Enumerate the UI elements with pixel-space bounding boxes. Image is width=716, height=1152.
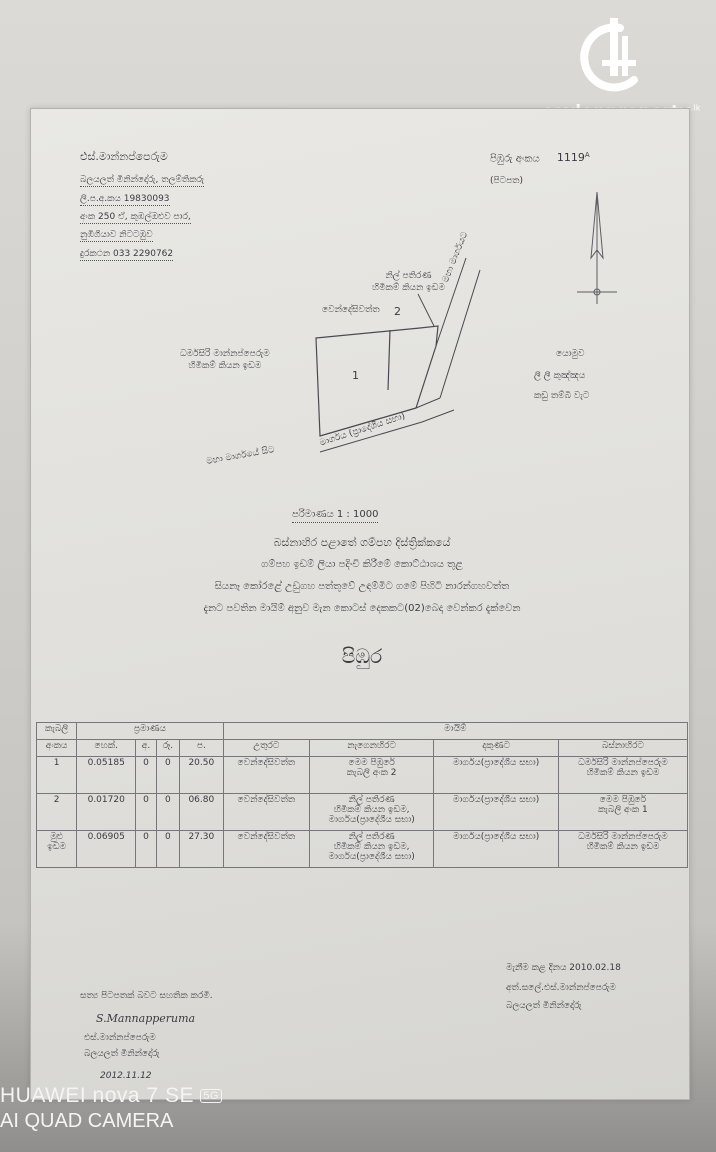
surveyor-title: බලයලත් මිනින්දෝරු, තලම්තිකරු [80, 175, 205, 185]
map-label-road-south: මහා මාර්ගයේ සිට [205, 445, 276, 467]
cell-east: නිල් පතිරණ හිමිකම් කියන ඉඩම, මාර්ගය(ප්‍රාදේශීය සභා) [309, 831, 433, 868]
table-row [37, 794, 688, 831]
plan-copy-label: (පිටපත) [490, 176, 523, 186]
cell-south: මාර්ගය(ප්‍රාදේශීය සභා) [434, 794, 558, 831]
cell-rood: 0 [156, 757, 179, 794]
description-line-2: ගම්පහ ඉඩම් ලියා පදිංචි කිරීමේ කොට්ඨාශය තුළ [261, 559, 463, 570]
surveyor-address-1: අංක 250 ඒ, කුඹල්ඔළුව පාර, [80, 212, 191, 222]
cell-perch: 20.50 [179, 757, 223, 794]
description-line-1: බස්නාහිර පළාතේ ගම්පහ දිස්ත්‍රික්කයේ [273, 536, 451, 549]
lot-division-line [388, 330, 390, 390]
table-header-group-row [37, 723, 688, 740]
th-north: උතුරට [223, 740, 309, 757]
th-acre: අ. [136, 740, 157, 757]
cell-west: ධර්මසිරි මාන්නප්පෙරුම හිමිකම් කියන ඉඩම [558, 831, 687, 868]
cell-west: මෙම පිඹුරේ කැබලි අංක 1 [558, 794, 687, 831]
cell-south: මාර්ගය(ප්‍රාදේශීය සභා) [434, 831, 558, 868]
legend-line-3: කඩු තම්බි වැට [534, 391, 590, 401]
cell-hectare: 0.05185 [77, 757, 136, 794]
lot-1-number: 1 [352, 369, 359, 382]
cell-north: වෙන්දේසිවත්ත [223, 831, 309, 868]
plan-number-value: 1119 [556, 151, 585, 165]
cell-rood: 0 [156, 831, 179, 868]
cell-hectare: 0.06905 [77, 831, 136, 868]
sign-date: 2012.11.12 [100, 1071, 152, 1081]
map-label-road-local: මාර්ගය (ප්‍රාදේශීය සභා) [318, 411, 407, 449]
cell-east: මෙම පිඹුරේ කැබලි අංක 2 [309, 757, 433, 794]
surveyor-address-2: නුඹිගියාව නිටටඹුව [80, 230, 153, 240]
cell-acre: 0 [136, 831, 157, 868]
th-boundaries-group: මායිම් [223, 723, 687, 740]
plan-number-superscript: A [584, 151, 590, 159]
legend-title: යොමුව [556, 349, 585, 359]
camera-caption: AI QUAD CAMERA [0, 1110, 174, 1132]
surveyor-reg-no: ලි.ප.අ.කය 19830093 [80, 194, 170, 204]
cell-rood: 0 [156, 794, 179, 831]
surveyor-phone: දුරකථන 033 2290762 [80, 249, 174, 259]
th-east: නැගෙනහිරට [309, 740, 433, 757]
cell-lot: 1 [37, 757, 77, 794]
lot-2-number: 2 [394, 305, 401, 318]
th-south: දකුණට [434, 740, 558, 757]
cell-north: වෙන්දේසිවත්ත [223, 757, 309, 794]
table-row [37, 757, 688, 794]
plan-heading: පිඹුර [341, 644, 383, 668]
th-extent-group: ප්‍රමාණය [77, 723, 224, 740]
survey-date: මැනීම කළ දිනය 2010.02.18 [506, 963, 621, 973]
map-label-north-land: නිල් පතිරණ හිමිකම් කියන ඉඩම [372, 271, 445, 293]
cell-south: මාර්ගය(ප්‍රාදේශීය සභා) [434, 757, 558, 794]
plan-description [36, 532, 688, 620]
signer-title: බලයලත් මිනින්දෝරු [84, 1049, 160, 1059]
description-line-3: සියනෑ කෝරළේ උඩුගහ පත්තුවේ උඳම්මිට ගමේ පිහිටි නාරන්ගහවත්ත [214, 581, 510, 592]
map-label-vendesi: වෙන්දේසිවත්ත [322, 305, 380, 315]
north-arrow-icon [572, 188, 622, 308]
th-perch: ප. [179, 740, 223, 757]
cell-acre: 0 [136, 794, 157, 831]
signer-name: එස්.මාන්නප්පෙරුම [84, 1033, 156, 1043]
lot-extent-table [36, 722, 688, 868]
th-lot-no: අංකය [37, 740, 77, 757]
cell-perch: 27.30 [179, 831, 223, 868]
scale-label: පරිමාණය 1 : 1000 [292, 508, 378, 523]
th-hectare: හෙක්. [77, 740, 136, 757]
surveyor-signoff-1: අත්.සලේ.එස්.මාන්නප්පෙරුම [506, 983, 616, 993]
cell-lot: මුළු ඉඩම [37, 831, 77, 868]
cell-hectare: 0.01720 [77, 794, 136, 831]
cell-acre: 0 [136, 757, 157, 794]
cell-west: ධර්මසිරි මාන්නප්පෙරුම හිමිකම් කියන ඉඩම [558, 757, 687, 794]
legend-line-2: ලී ලී කුඤ්ඤය [534, 371, 586, 381]
plan-number [490, 148, 590, 166]
camera-model-text: HUAWEI nova 7 SE [0, 1084, 194, 1107]
certification-text: සත්‍ය පිටපතක් බවට සහතික කරමි. [80, 991, 213, 1001]
surveyor-signoff-2: බලයලත් මිනින්දෝරු [506, 1001, 582, 1011]
camera-5g-badge: 5G [200, 1089, 222, 1103]
ceylonproperty-logo [572, 14, 652, 94]
map-label-west-land: ධර්මසිරි මාන්නප්පෙරුම හිමිකම් කියන ඉඩම [180, 349, 270, 371]
map-label-road-east: මහා මාර්ගයට [440, 230, 471, 285]
cell-east: නිල් පතිරණ හිමිකම් කියන ඉඩම, මාර්ගය(ප්‍රාදේශීය සභා) [309, 794, 433, 831]
surveyor-name: එස්.මාන්නප්පෙරුම [80, 150, 168, 163]
road-east-edge-2 [440, 270, 480, 398]
th-lot-group: කැබලි [37, 723, 77, 740]
plan-number-label: පිඹුරු අංකය [490, 153, 540, 165]
description-line-4: දැනට පවතින මායිම් අනුව මැන කොටස් දෙකකට(02)බෙදා වෙන්කර දැක්වෙන [203, 603, 521, 614]
pointer-line [418, 294, 434, 326]
signature: S.Mannapperuma [96, 1012, 196, 1025]
table-row [37, 831, 688, 868]
watermark-suffix: .lk [690, 103, 701, 113]
camera-model [0, 1084, 222, 1108]
cell-lot: 2 [37, 794, 77, 831]
cell-perch: 06.80 [179, 794, 223, 831]
th-rood: රූ. [156, 740, 179, 757]
table-header-row [37, 740, 688, 757]
th-west: බස්නාහිරට [558, 740, 687, 757]
cell-north: වෙන්දේසිවත්ත [223, 794, 309, 831]
